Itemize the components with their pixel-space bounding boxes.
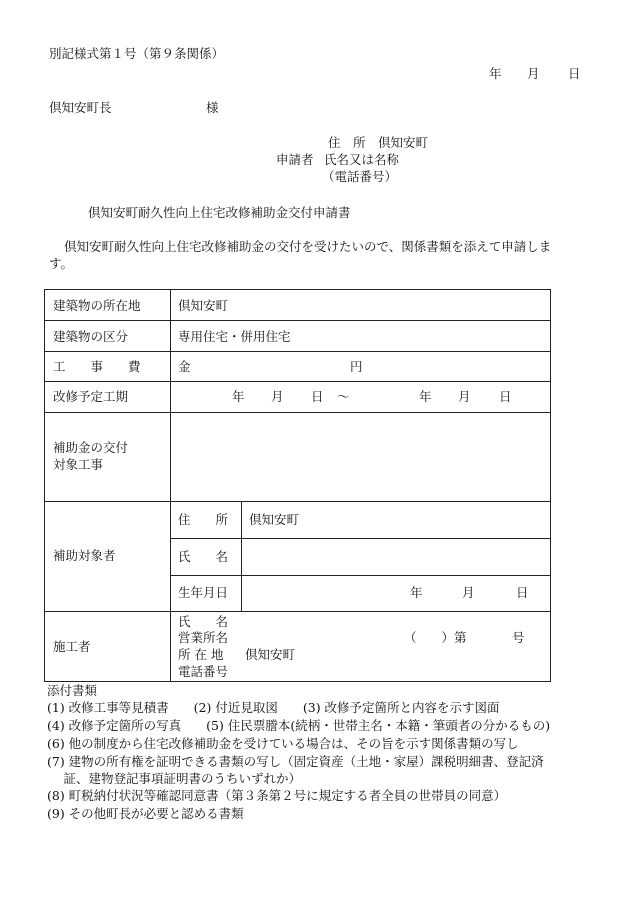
period-month-end: 月 bbox=[458, 389, 471, 404]
period-year-start: 年 bbox=[232, 389, 245, 404]
contractor-phone-label: 電話番号 bbox=[178, 664, 229, 679]
period-month-start: 月 bbox=[271, 389, 284, 404]
table-row-divider bbox=[44, 501, 551, 502]
recipient-birth-day: 日 bbox=[516, 585, 529, 600]
body-text-line-2: す。 bbox=[49, 256, 74, 271]
category-label: 建築物の区分 bbox=[53, 329, 129, 344]
date-day: 日 bbox=[568, 66, 581, 81]
table-subrow-divider bbox=[170, 575, 551, 576]
applicant-phone-label: （電話番号） bbox=[322, 169, 398, 184]
contractor-address-value[interactable]: 倶知安町 bbox=[245, 647, 296, 662]
recipient-address-label: 住 所 bbox=[178, 512, 229, 527]
applicant-address-value: 倶知安町 bbox=[378, 135, 429, 150]
applicant-address-label: 住 所 bbox=[328, 135, 366, 150]
date-year: 年 bbox=[489, 66, 502, 81]
table-border-left bbox=[44, 289, 45, 682]
period-day-end: 日 bbox=[499, 389, 512, 404]
attachments-heading: 添付書類 bbox=[47, 683, 98, 698]
location-label: 建築物の所在地 bbox=[53, 298, 141, 313]
contractor-name-label: 氏 名 bbox=[178, 614, 229, 629]
addressee-name: 倶知安町長 bbox=[49, 100, 112, 115]
attachment-item: (1) 改修工事等見積書 (2) 付近見取図 (3) 改修予定箇所と内容を示す図面 bbox=[47, 700, 500, 715]
period-label: 改修予定工期 bbox=[53, 389, 129, 404]
table-row-divider bbox=[44, 412, 551, 413]
recipient-label: 補助対象者 bbox=[53, 548, 116, 563]
table-col-divider bbox=[170, 289, 171, 682]
contractor-office-label: 営業所名 bbox=[178, 630, 229, 645]
table-row-divider bbox=[44, 351, 551, 352]
contractor-address-label: 所 在 地 bbox=[178, 647, 224, 662]
period-day-start: 日 bbox=[311, 389, 324, 404]
page-title: 倶知安町耐久性向上住宅改修補助金交付申請書 bbox=[88, 205, 351, 220]
attachment-item: (9) その他町長が必要と認める書類 bbox=[47, 806, 244, 821]
attachment-item: (7) 建物の所有権を証明できる書類の写し（固定資産（土地・家屋）課税明細書、登記済 bbox=[47, 754, 544, 769]
contractor-label: 施工者 bbox=[53, 639, 91, 654]
location-value[interactable]: 倶知安町 bbox=[178, 298, 229, 313]
contractor-license-no: 号 bbox=[512, 630, 525, 645]
target-work-label-line-2: 対象工事 bbox=[53, 457, 104, 472]
table-row-divider bbox=[44, 611, 551, 612]
recipient-address-value[interactable]: 倶知安町 bbox=[249, 512, 300, 527]
target-work-field[interactable] bbox=[172, 414, 548, 500]
cost-unit: 円 bbox=[350, 359, 363, 374]
attachment-item: (4) 改修予定箇所の写真 (5) 住民票謄本(続柄・世帯主名・本籍・筆頭者の分かるもの) bbox=[47, 718, 551, 733]
applicant-name-label: 氏名又は名称 bbox=[324, 152, 400, 167]
table-border-bottom bbox=[44, 681, 551, 682]
table-subrow-divider bbox=[170, 538, 551, 539]
category-value[interactable]: 専用住宅・併用住宅 bbox=[178, 329, 291, 344]
cost-label: 工 事 費 bbox=[53, 359, 141, 374]
recipient-birth-year: 年 bbox=[410, 585, 423, 600]
table-border-right bbox=[550, 289, 551, 682]
contractor-license: （ ）第 bbox=[404, 630, 467, 645]
attachment-item: (8) 町税納付状況等確認同意書（第３条第２号に規定する者全員の世帯員の同意） bbox=[47, 788, 507, 803]
table-border-top bbox=[44, 289, 551, 290]
addressee-honorific: 様 bbox=[206, 100, 219, 115]
cost-prefix: 金 bbox=[178, 359, 191, 374]
attachment-item: (6) 他の制度から住宅改修補助金を受けている場合は、その旨を示す関係書類の写し bbox=[47, 736, 519, 751]
table-subcol-divider bbox=[241, 501, 242, 611]
recipient-name-label: 氏 名 bbox=[178, 549, 229, 564]
period-year-end: 年 bbox=[419, 389, 432, 404]
recipient-birth-month: 月 bbox=[462, 585, 475, 600]
date-month: 月 bbox=[527, 66, 540, 81]
form-label: 別記様式第１号（第９条関係） bbox=[49, 46, 225, 61]
recipient-name-field[interactable] bbox=[243, 540, 548, 574]
target-work-label-line-1: 補助金の交付 bbox=[53, 440, 129, 455]
table-row-divider bbox=[44, 381, 551, 382]
body-text-line-1: 倶知安町耐久性向上住宅改修補助金の交付を受けたいので、関係書類を添えて申請しま bbox=[64, 239, 552, 254]
recipient-birth-label: 生年月日 bbox=[178, 585, 229, 600]
applicant-label: 申請者 bbox=[276, 152, 314, 167]
attachment-item: 証、建物登記事項証明書のうちいずれか） bbox=[47, 771, 301, 786]
period-tilde: ～ bbox=[337, 389, 350, 404]
table-row-divider bbox=[44, 320, 551, 321]
